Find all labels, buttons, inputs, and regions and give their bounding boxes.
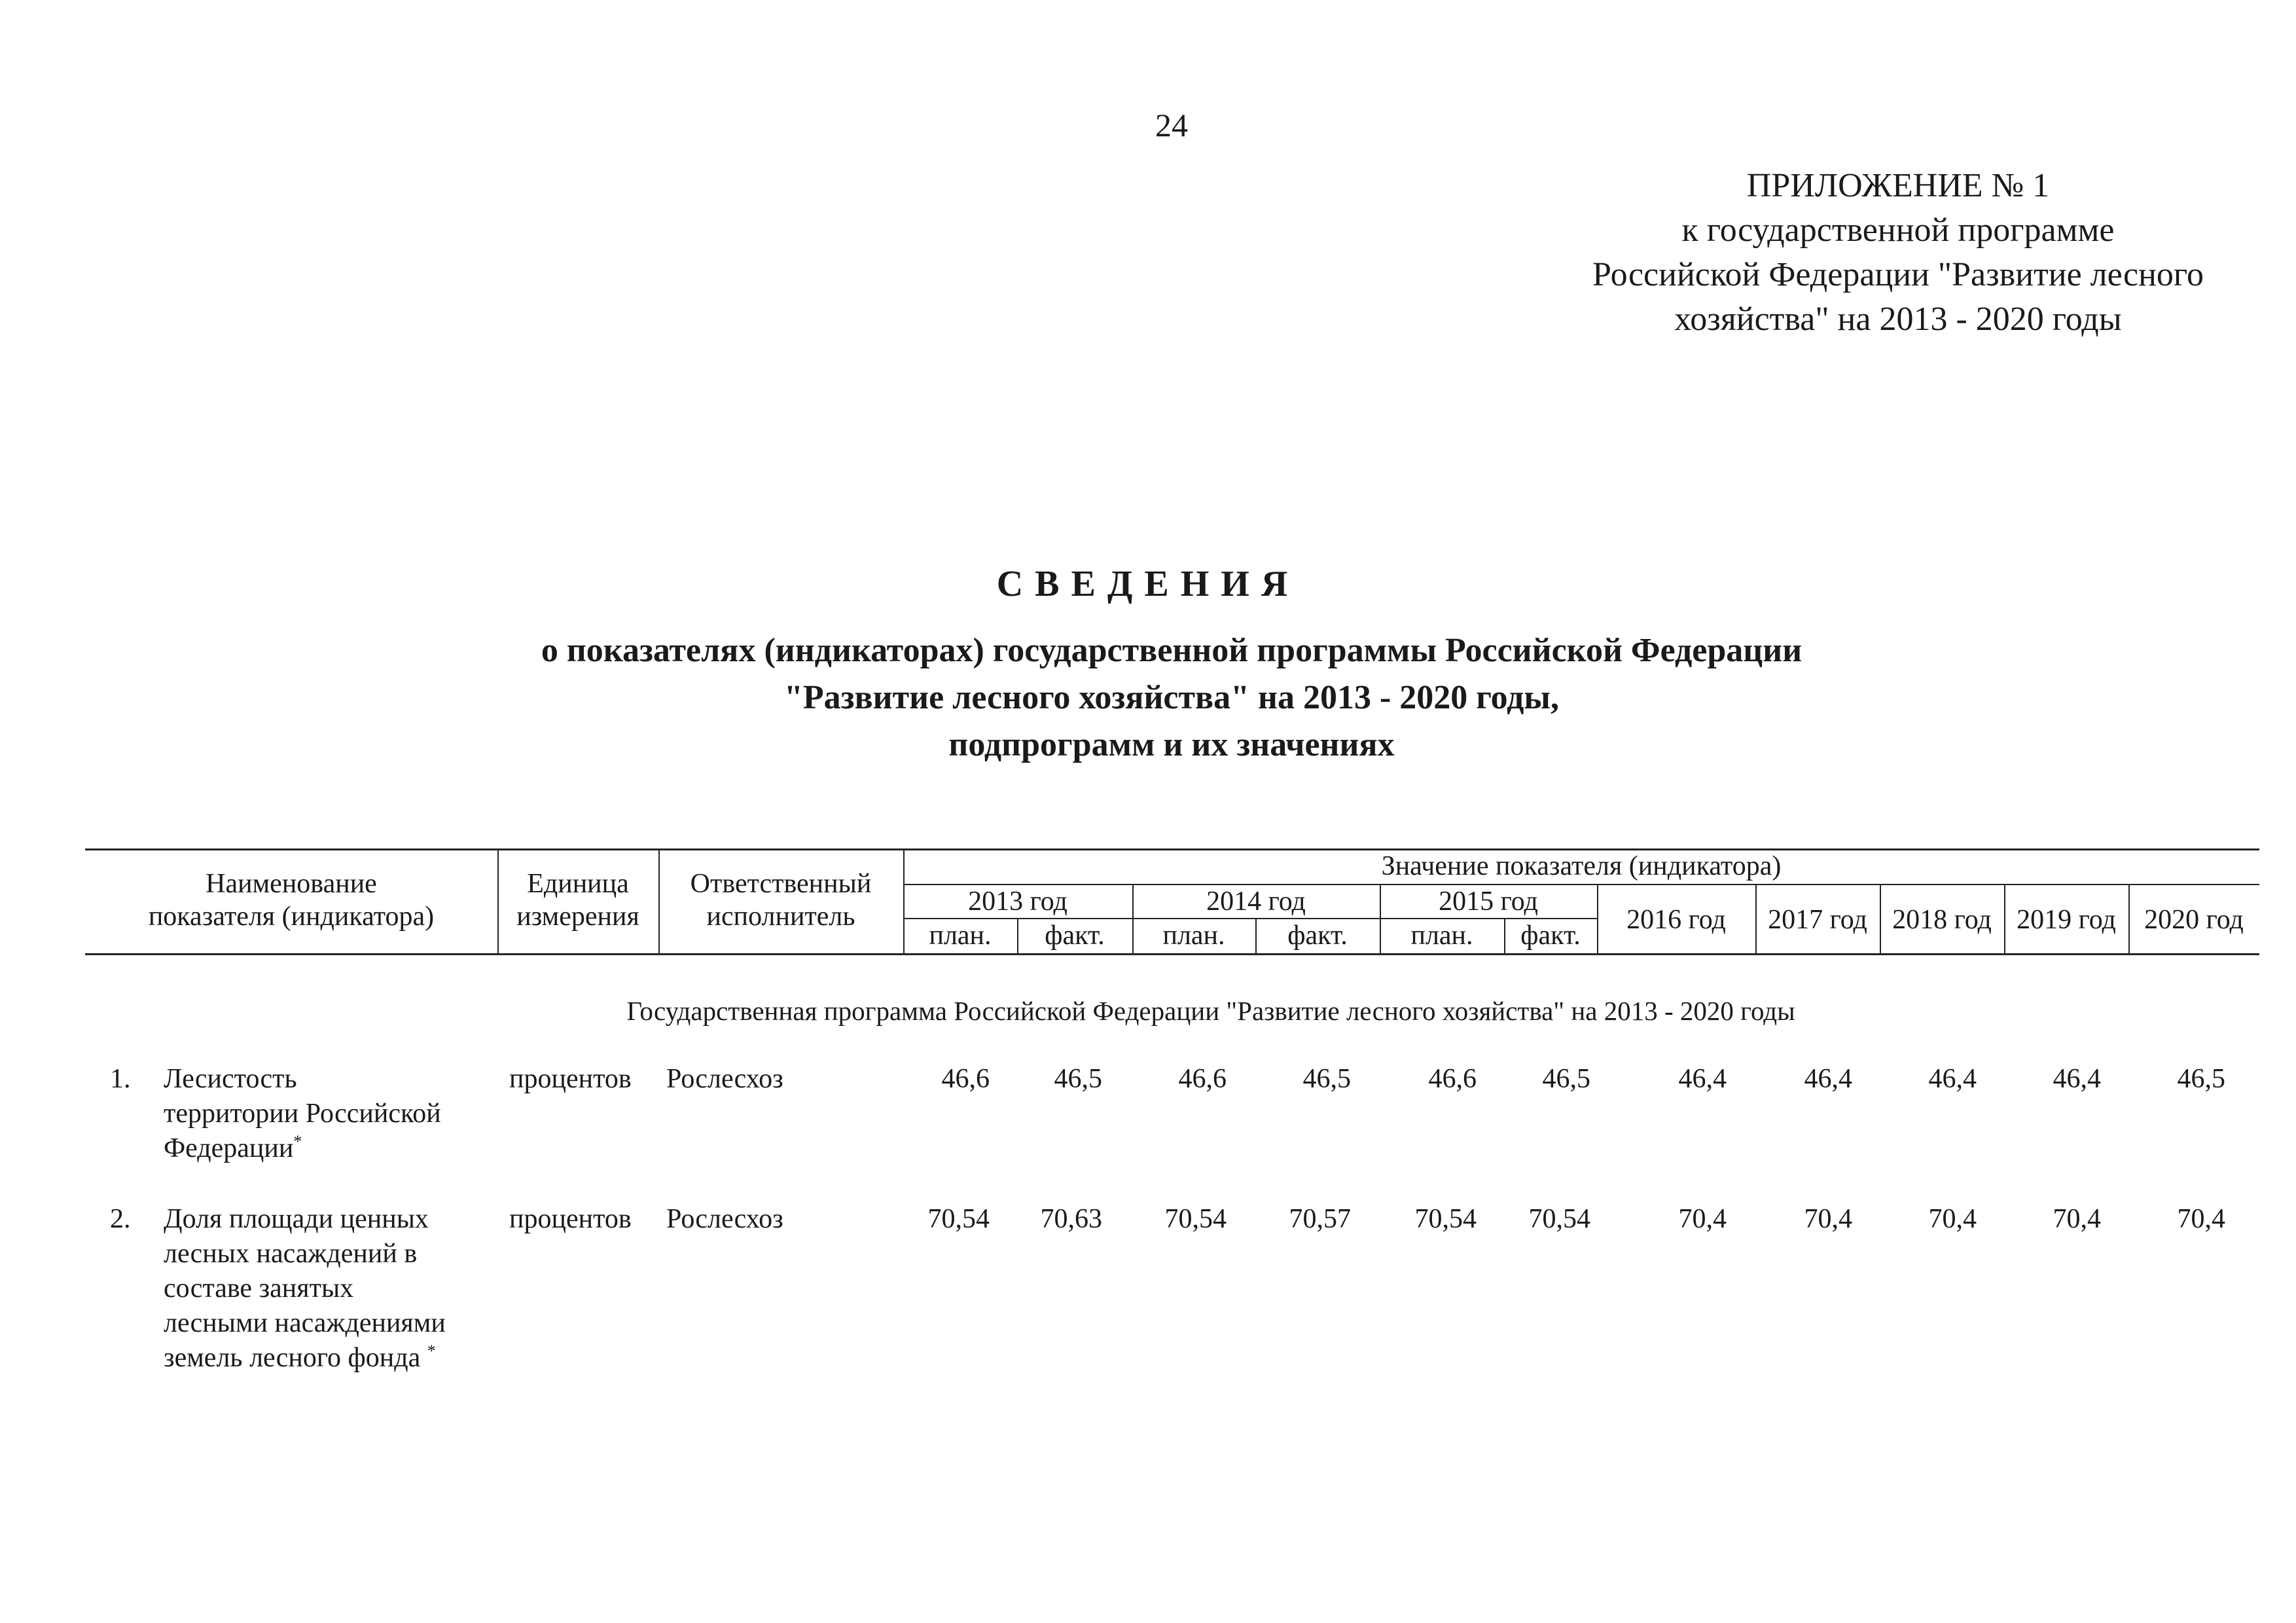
value-2016: 46,4 bbox=[1678, 1064, 1727, 1094]
value-2014-fact: 46,5 bbox=[1302, 1064, 1351, 1094]
unit: процентов bbox=[509, 1204, 632, 1234]
value-2015-plan: 46,6 bbox=[1428, 1064, 1477, 1094]
appendix-line-1: к государственной программе bbox=[1681, 211, 2115, 249]
footnote-mark: * bbox=[293, 1132, 302, 1151]
value-2013-fact: 70,63 bbox=[1040, 1204, 1102, 1234]
value-2015-plan: 70,54 bbox=[1414, 1204, 1477, 1234]
indicator-name: Лесистость территории Российской Федерации* bbox=[164, 1064, 441, 1163]
value-2013-fact: 46,5 bbox=[1054, 1064, 1102, 1094]
value-2018: 70,4 bbox=[1928, 1204, 1977, 1234]
header-executor: Ответственный исполнитель bbox=[690, 869, 872, 932]
header-year-2015: 2015 год bbox=[1439, 886, 1538, 917]
value-2014-plan: 70,54 bbox=[1164, 1204, 1227, 1234]
header-year-2018: 2018 год bbox=[1892, 905, 1992, 935]
header-year-2014: 2014 год bbox=[1206, 886, 1306, 917]
header-fact: факт. bbox=[1520, 921, 1581, 951]
subtitle-line-2: "Развитие лесного хозяйства" на 2013 - 2020 годы, bbox=[784, 679, 1559, 716]
document-title: СВЕДЕНИЯ bbox=[996, 564, 1300, 604]
indicator-name: Доля площади ценных лесных насаждений в составе занятых лесными насаждениями земель лесного фонда * bbox=[164, 1204, 446, 1373]
value-2019: 70,4 bbox=[2053, 1204, 2101, 1234]
value-2015-fact: 70,54 bbox=[1528, 1204, 1590, 1234]
subtitle-line-1: о показателях (индикаторах) государственной программы Российской Федерации bbox=[541, 632, 1803, 669]
value-2016: 70,4 bbox=[1678, 1204, 1727, 1234]
unit: процентов bbox=[509, 1064, 632, 1094]
value-2018: 46,4 bbox=[1928, 1064, 1977, 1094]
value-2020: 70,4 bbox=[2177, 1204, 2225, 1234]
subtitle-line-3: подпрограмм и их значениях bbox=[948, 726, 1395, 763]
appendix-line-2: Российской Федерации "Развитие лесного bbox=[1592, 256, 2204, 293]
value-2013-plan: 46,6 bbox=[941, 1064, 990, 1094]
value-2017: 46,4 bbox=[1804, 1064, 1852, 1094]
value-2014-plan: 46,6 bbox=[1178, 1064, 1227, 1094]
footnote-mark: * bbox=[427, 1341, 436, 1360]
header-year-2020: 2020 год bbox=[2144, 905, 2244, 935]
value-2017: 70,4 bbox=[1804, 1204, 1852, 1234]
document-subtitle bbox=[0, 627, 2296, 769]
row-number: 2. bbox=[110, 1204, 131, 1234]
header-plan: план. bbox=[1410, 921, 1473, 951]
header-plan: план. bbox=[929, 921, 992, 951]
appendix-title: ПРИЛОЖЕНИЕ № 1 bbox=[1746, 167, 2050, 204]
row-number: 1. bbox=[110, 1064, 131, 1094]
appendix-block bbox=[1532, 164, 2265, 342]
section-caption: Государственная программа Российской Федерации "Развитие лесного хозяйства" на 2013 - 2020 годы bbox=[626, 996, 1795, 1026]
header-year-2017: 2017 год bbox=[1768, 905, 1867, 935]
page-number: 24 bbox=[1155, 107, 1188, 143]
executor: Рослесхоз bbox=[666, 1204, 783, 1234]
header-year-2013: 2013 год bbox=[968, 886, 1067, 917]
value-2013-plan: 70,54 bbox=[927, 1204, 990, 1234]
header-year-2019: 2019 год bbox=[2017, 905, 2116, 935]
value-2014-fact: 70,57 bbox=[1289, 1204, 1351, 1234]
value-2019: 46,4 bbox=[2053, 1064, 2101, 1094]
table-header-bottom-rule bbox=[85, 953, 2259, 955]
header-value-group: Значение показателя (индикатора) bbox=[1381, 851, 1782, 881]
appendix-line-3: хозяйства" на 2013 - 2020 годы bbox=[1674, 301, 2122, 338]
header-name: Наименование показателя (индикатора) bbox=[148, 869, 435, 932]
header-year-2016: 2016 год bbox=[1626, 905, 1726, 935]
header-plan: план. bbox=[1162, 921, 1225, 951]
header-fact: факт. bbox=[1287, 921, 1348, 951]
executor: Рослесхоз bbox=[666, 1064, 783, 1094]
header-fact: факт. bbox=[1045, 921, 1105, 951]
value-2015-fact: 46,5 bbox=[1542, 1064, 1590, 1094]
value-2020: 46,5 bbox=[2177, 1064, 2225, 1094]
header-unit: Единица измерения bbox=[516, 869, 639, 932]
